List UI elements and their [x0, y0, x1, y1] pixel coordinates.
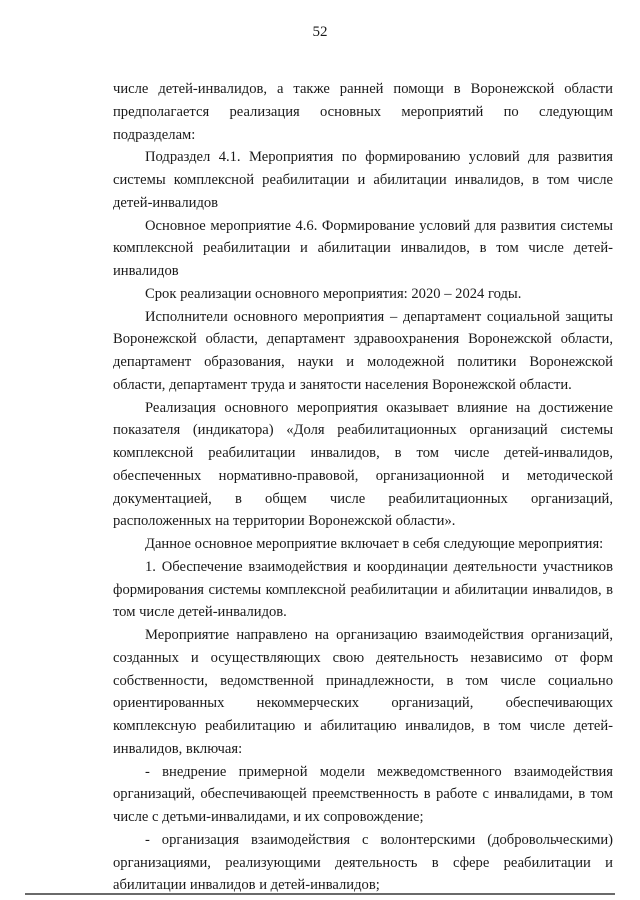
- paragraph-bullet-volunteers: - организация взаимодействия с волонтерскими (добровольческими) организациями, реализующими деятельность в сфере реабилитации и абилитации инвалидов и детей-инвалидов;: [113, 831, 613, 894]
- paragraph-includes: Данное основное мероприятие включает в себя следующие мероприятия:: [145, 536, 604, 552]
- paragraph-indicator: Реализация основного мероприятия оказывает влияние на достижение показателя (индикатора) «Доля реабилитационных организаций системы комплексной реабилитации инвалидов, в том числе детей-инвалидов, обеспеченных нормативно-правовой, организационной и методической документацией, в общем числе реабилитационных организаций, расположенных на территории Воронежской области».: [113, 399, 613, 530]
- document-body: [113, 78, 613, 897]
- page-number: 52: [312, 24, 328, 40]
- bottom-scan-edge: [25, 893, 615, 895]
- paragraph-bullet-model: - внедрение примерной модели межведомственного взаимодействия организаций, обеспечивающей преемственность в работе с инвалидами, в том числе с детьми-инвалидами, и их сопровождение;: [113, 763, 613, 825]
- paragraph-item-1-description: Мероприятие направлено на организацию взаимодействия организаций, созданных и осуществляющих свою деятельность независимо от форм собственности, ведомственной принадлежности, в том числе социально ориентированных некоммерческих организаций, обеспечивающих комплексную реабилитацию и абилитацию инвалидов, в том числе детей-инвалидов, включая:: [113, 627, 613, 757]
- paragraph-item-1: 1. Обеспечение взаимодействия и координации деятельности участников формирования системы комплексной реабилитации и абилитации инвалидов, в том числе детей-инвалидов.: [113, 558, 613, 621]
- paragraph-subsection-4-1: Подраздел 4.1. Мероприятия по формированию условий для развития системы комплексной реабилитации и абилитации инвалидов, в том числе детей-инвалидов: [113, 149, 613, 211]
- paragraph-term: Срок реализации основного мероприятия: 2020 – 2024 годы.: [145, 285, 522, 302]
- paragraph-main-measure-4-6: Основное мероприятие 4.6. Формирование условий для развития системы комплексной реабилитации и абилитации инвалидов, в том числе детей-инвалидов: [113, 217, 613, 279]
- paragraph-continuation: числе детей-инвалидов, а также ранней помощи в Воронежской области предполагается реализация основных мероприятий по следующим подразделам:: [113, 81, 613, 143]
- paragraph-executors: Исполнители основного мероприятия – департамент социальной защиты Воронежской области, департамент здравоохранения Воронежской области, департамент образования, науки и молодежной политики Воронежской области, департамент труда и занятости населения Воронежской области.: [113, 308, 613, 393]
